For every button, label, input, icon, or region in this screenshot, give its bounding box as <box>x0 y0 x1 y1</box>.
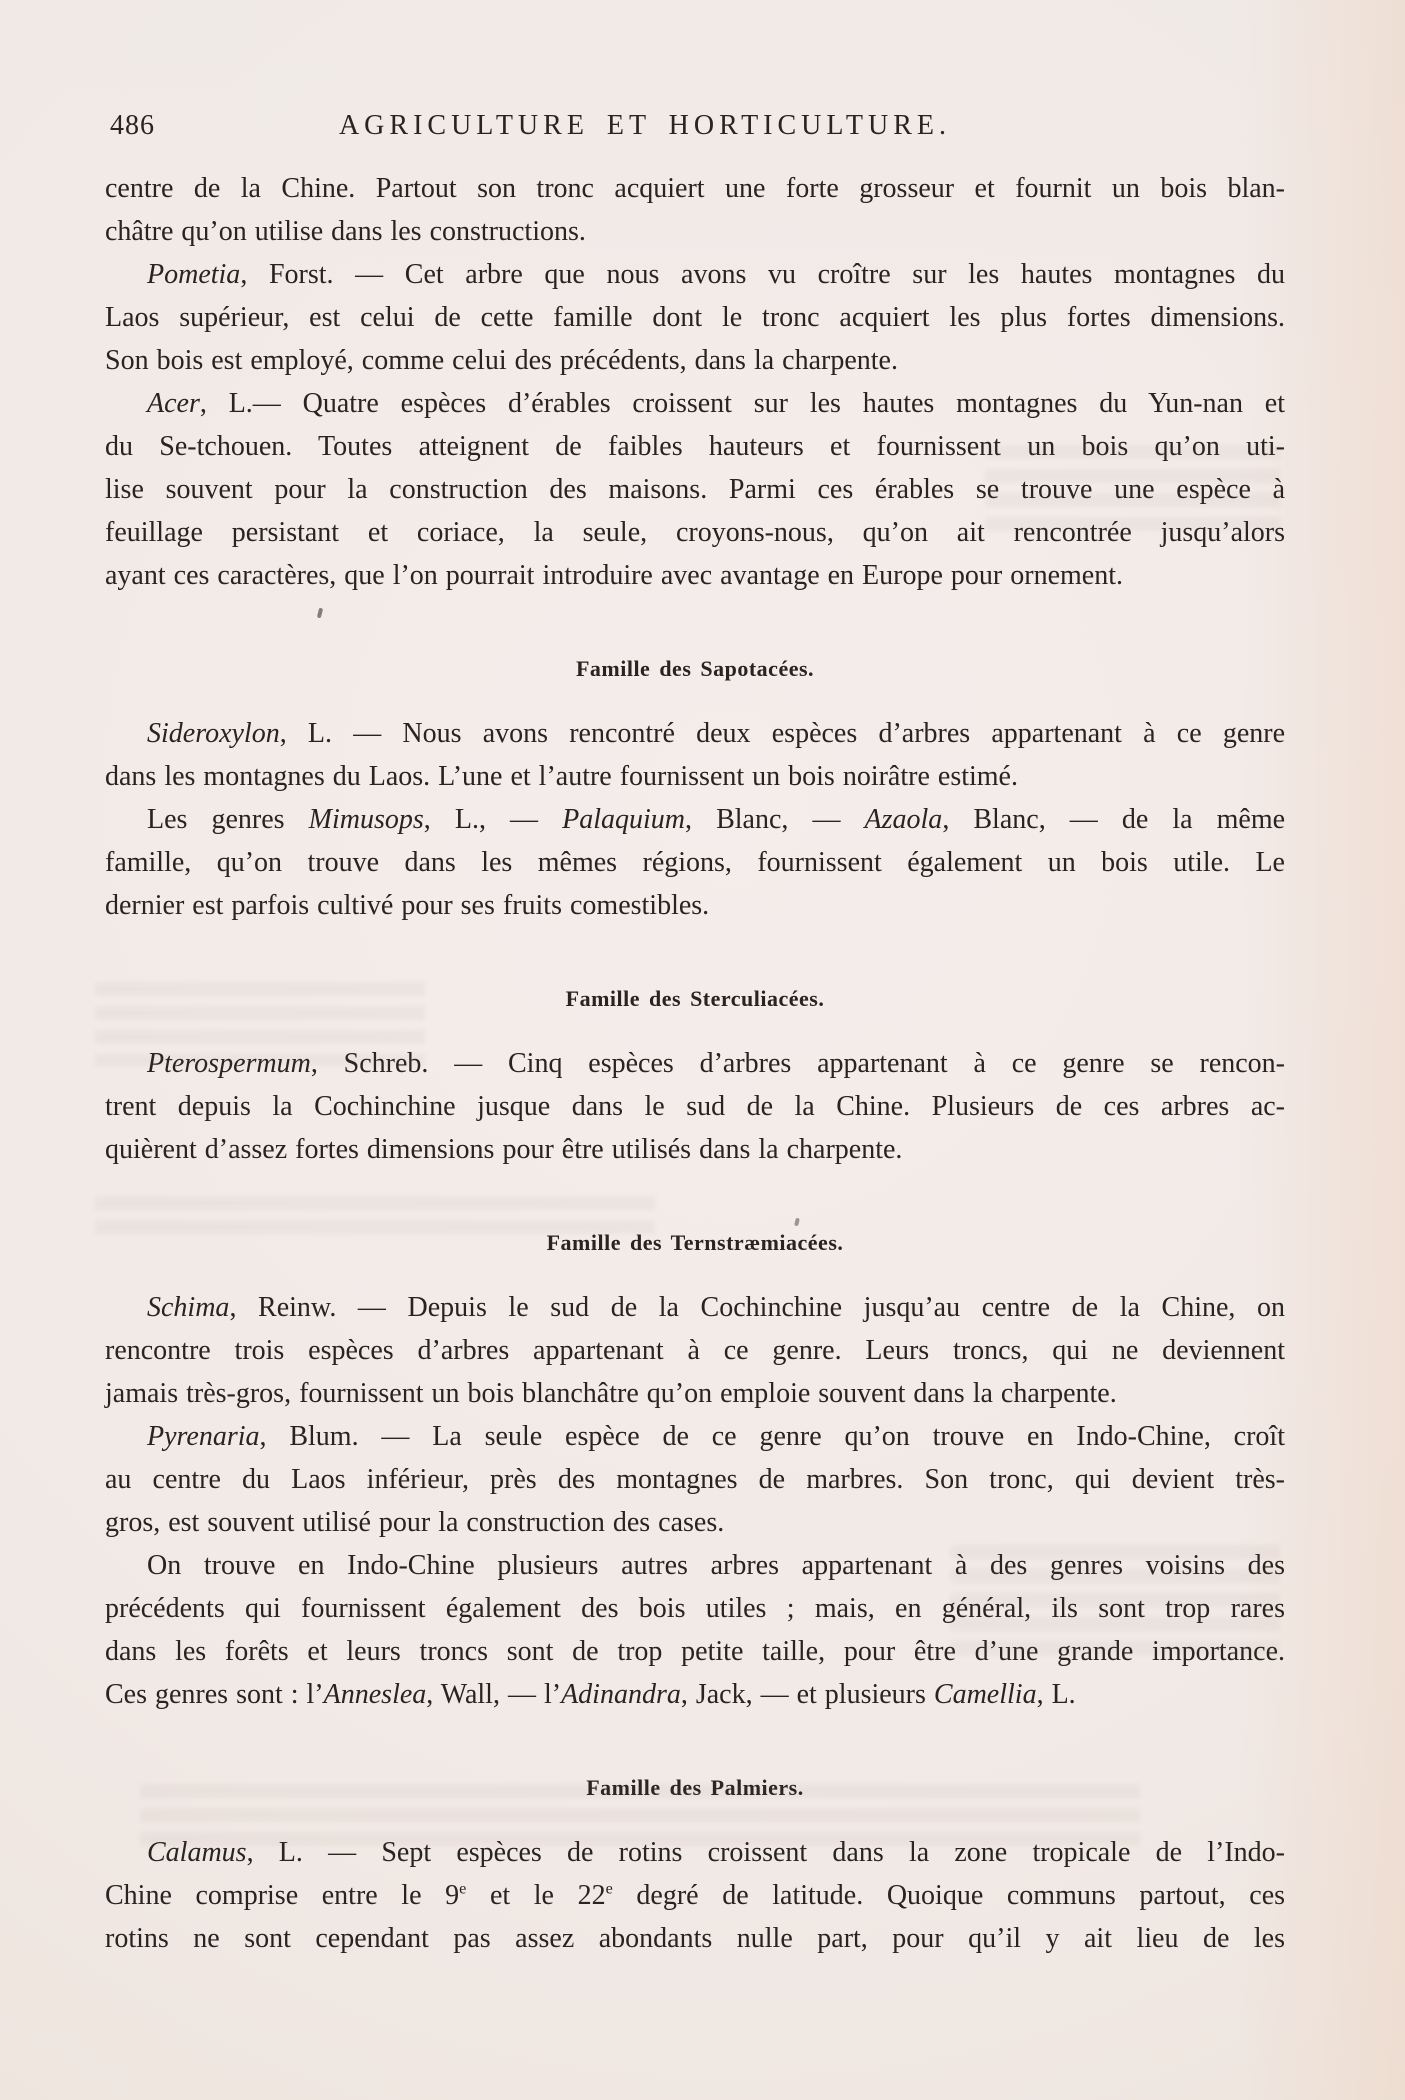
text-line: Pometia, Forst. — Cet arbre que nous avons vu croître sur les hautes montagnes du <box>147 259 1285 290</box>
text-line: gros, est souvent utilisé pour la construction des cases. <box>105 1507 725 1538</box>
text-line: jamais très-gros, fournissent un bois blanchâtre qu’on emploie souvent dans la charpente. <box>105 1378 1117 1409</box>
text-line: trent depuis la Cochinchine jusque dans le sud de la Chine. Plusieurs de ces arbres ac- <box>105 1091 1285 1122</box>
page-number: 486 <box>110 110 155 141</box>
text-line: dans les forêts et leurs troncs sont de trop petite taille, pour être d’une grande importance. <box>105 1636 1285 1667</box>
paragraph <box>105 1831 1285 1960</box>
section-heading: Famille des Sterculiacées. <box>565 986 825 1011</box>
text-line: Laos supérieur, est celui de cette famille dont le tronc acquiert les plus fortes dimensions. <box>105 302 1285 333</box>
bleed-through-artifact <box>95 982 425 1066</box>
paragraph <box>105 798 1285 927</box>
text-line: Son bois est employé, comme celui des précédents, dans la charpente. <box>105 345 898 376</box>
section-heading: Famille des Sapotacées. <box>575 656 815 681</box>
text-line: rotins ne sont cependant pas assez abondants nulle part, pour qu’il y ait lieu de les <box>105 1923 1285 1954</box>
text-line: dans les montagnes du Laos. L’une et l’autre fournissent un bois noirâtre estimé. <box>105 761 1018 792</box>
text-line: Ces genres sont : l’Anneslea, Wall, — l’Adinandra, Jack, — et plusieurs Camellia, L. <box>105 1679 1076 1710</box>
paragraph <box>105 712 1285 798</box>
text-line: famille, qu’on trouve dans les mêmes régions, fournissent également un bois utile. Le <box>105 847 1285 878</box>
text-line: Pyrenaria, Blum. — La seule espèce de ce genre qu’on trouve en Indo-Chine, croît <box>147 1421 1285 1452</box>
section-heading: Famille des Palmiers. <box>586 1775 804 1800</box>
text-line: Acer, L.— Quatre espèces d’érables croissent sur les hautes montagnes du Yun-nan et <box>147 388 1285 419</box>
section-heading: Famille des Ternstræmiacées. <box>546 1230 844 1255</box>
running-title: AGRICULTURE ET HORTICULTURE. <box>338 110 952 141</box>
text-line: Pterospermum, Schreb. — Cinq espèces d’arbres appartenant à ce genre se rencon- <box>147 1048 1285 1079</box>
bleed-through-artifact <box>950 1545 1280 1663</box>
text-line: rencontre trois espèces d’arbres appartenant à ce genre. Leurs troncs, qui ne deviennent <box>105 1335 1285 1366</box>
paragraph <box>105 1415 1285 1544</box>
text-line: lise souvent pour la construction des maisons. Parmi ces érables se trouve une espèce à <box>105 474 1285 505</box>
text-line: On trouve en Indo-Chine plusieurs autres arbres appartenant à des genres voisins des <box>147 1550 1285 1581</box>
paragraph <box>105 1286 1285 1415</box>
text-line: quièrent d’assez fortes dimensions pour être utilisés dans la charpente. <box>105 1134 903 1165</box>
text-line: précédents qui fournissent également des bois utiles ; mais, en général, ils sont trop rares <box>105 1593 1285 1624</box>
text-line: ayant ces caractères, que l’on pourrait introduire avec avantage en Europe pour ornement. <box>105 560 1123 591</box>
text-line: Les genres Mimusops, L., — Palaquium, Blanc, — Azaola, Blanc, — de la même <box>147 804 1286 835</box>
text-line: dernier est parfois cultivé pour ses fruits comestibles. <box>105 890 710 921</box>
bleed-through-artifact <box>985 445 1280 533</box>
paragraph <box>105 253 1285 382</box>
text-line: châtre qu’on utilise dans les constructions. <box>105 216 586 247</box>
text-line: Chine comprise entre le 9e et le 22e degré de latitude. Quoique communs partout, ces <box>105 1879 1286 1911</box>
text-line: Schima, Reinw. — Depuis le sud de la Cochinchine jusqu’au centre de la Chine, on <box>147 1292 1285 1323</box>
paragraph <box>105 167 1285 253</box>
bleed-through-artifact <box>140 1784 1140 1850</box>
text-line: centre de la Chine. Partout son tronc acquiert une forte grosseur et fournit un bois blan- <box>105 173 1285 204</box>
text-line: au centre du Laos inférieur, près des montagnes de marbres. Son tronc, qui devient très- <box>105 1464 1285 1495</box>
text-line: Calamus, L. — Sept espèces de rotins croissent dans la zone tropicale de l’Indo- <box>147 1837 1285 1868</box>
text-line: du Se-tchouen. Toutes atteignent de faibles hauteurs et fournissent un bois qu’on uti- <box>105 431 1285 462</box>
bleed-through-artifact <box>95 1196 655 1234</box>
text-line: feuillage persistant et coriace, la seule, croyons-nous, qu’on ait rencontrée jusqu’alors <box>105 517 1285 548</box>
text-line: Sideroxylon, L. — Nous avons rencontré deux espèces d’arbres appartenant à ce genre <box>147 718 1285 749</box>
